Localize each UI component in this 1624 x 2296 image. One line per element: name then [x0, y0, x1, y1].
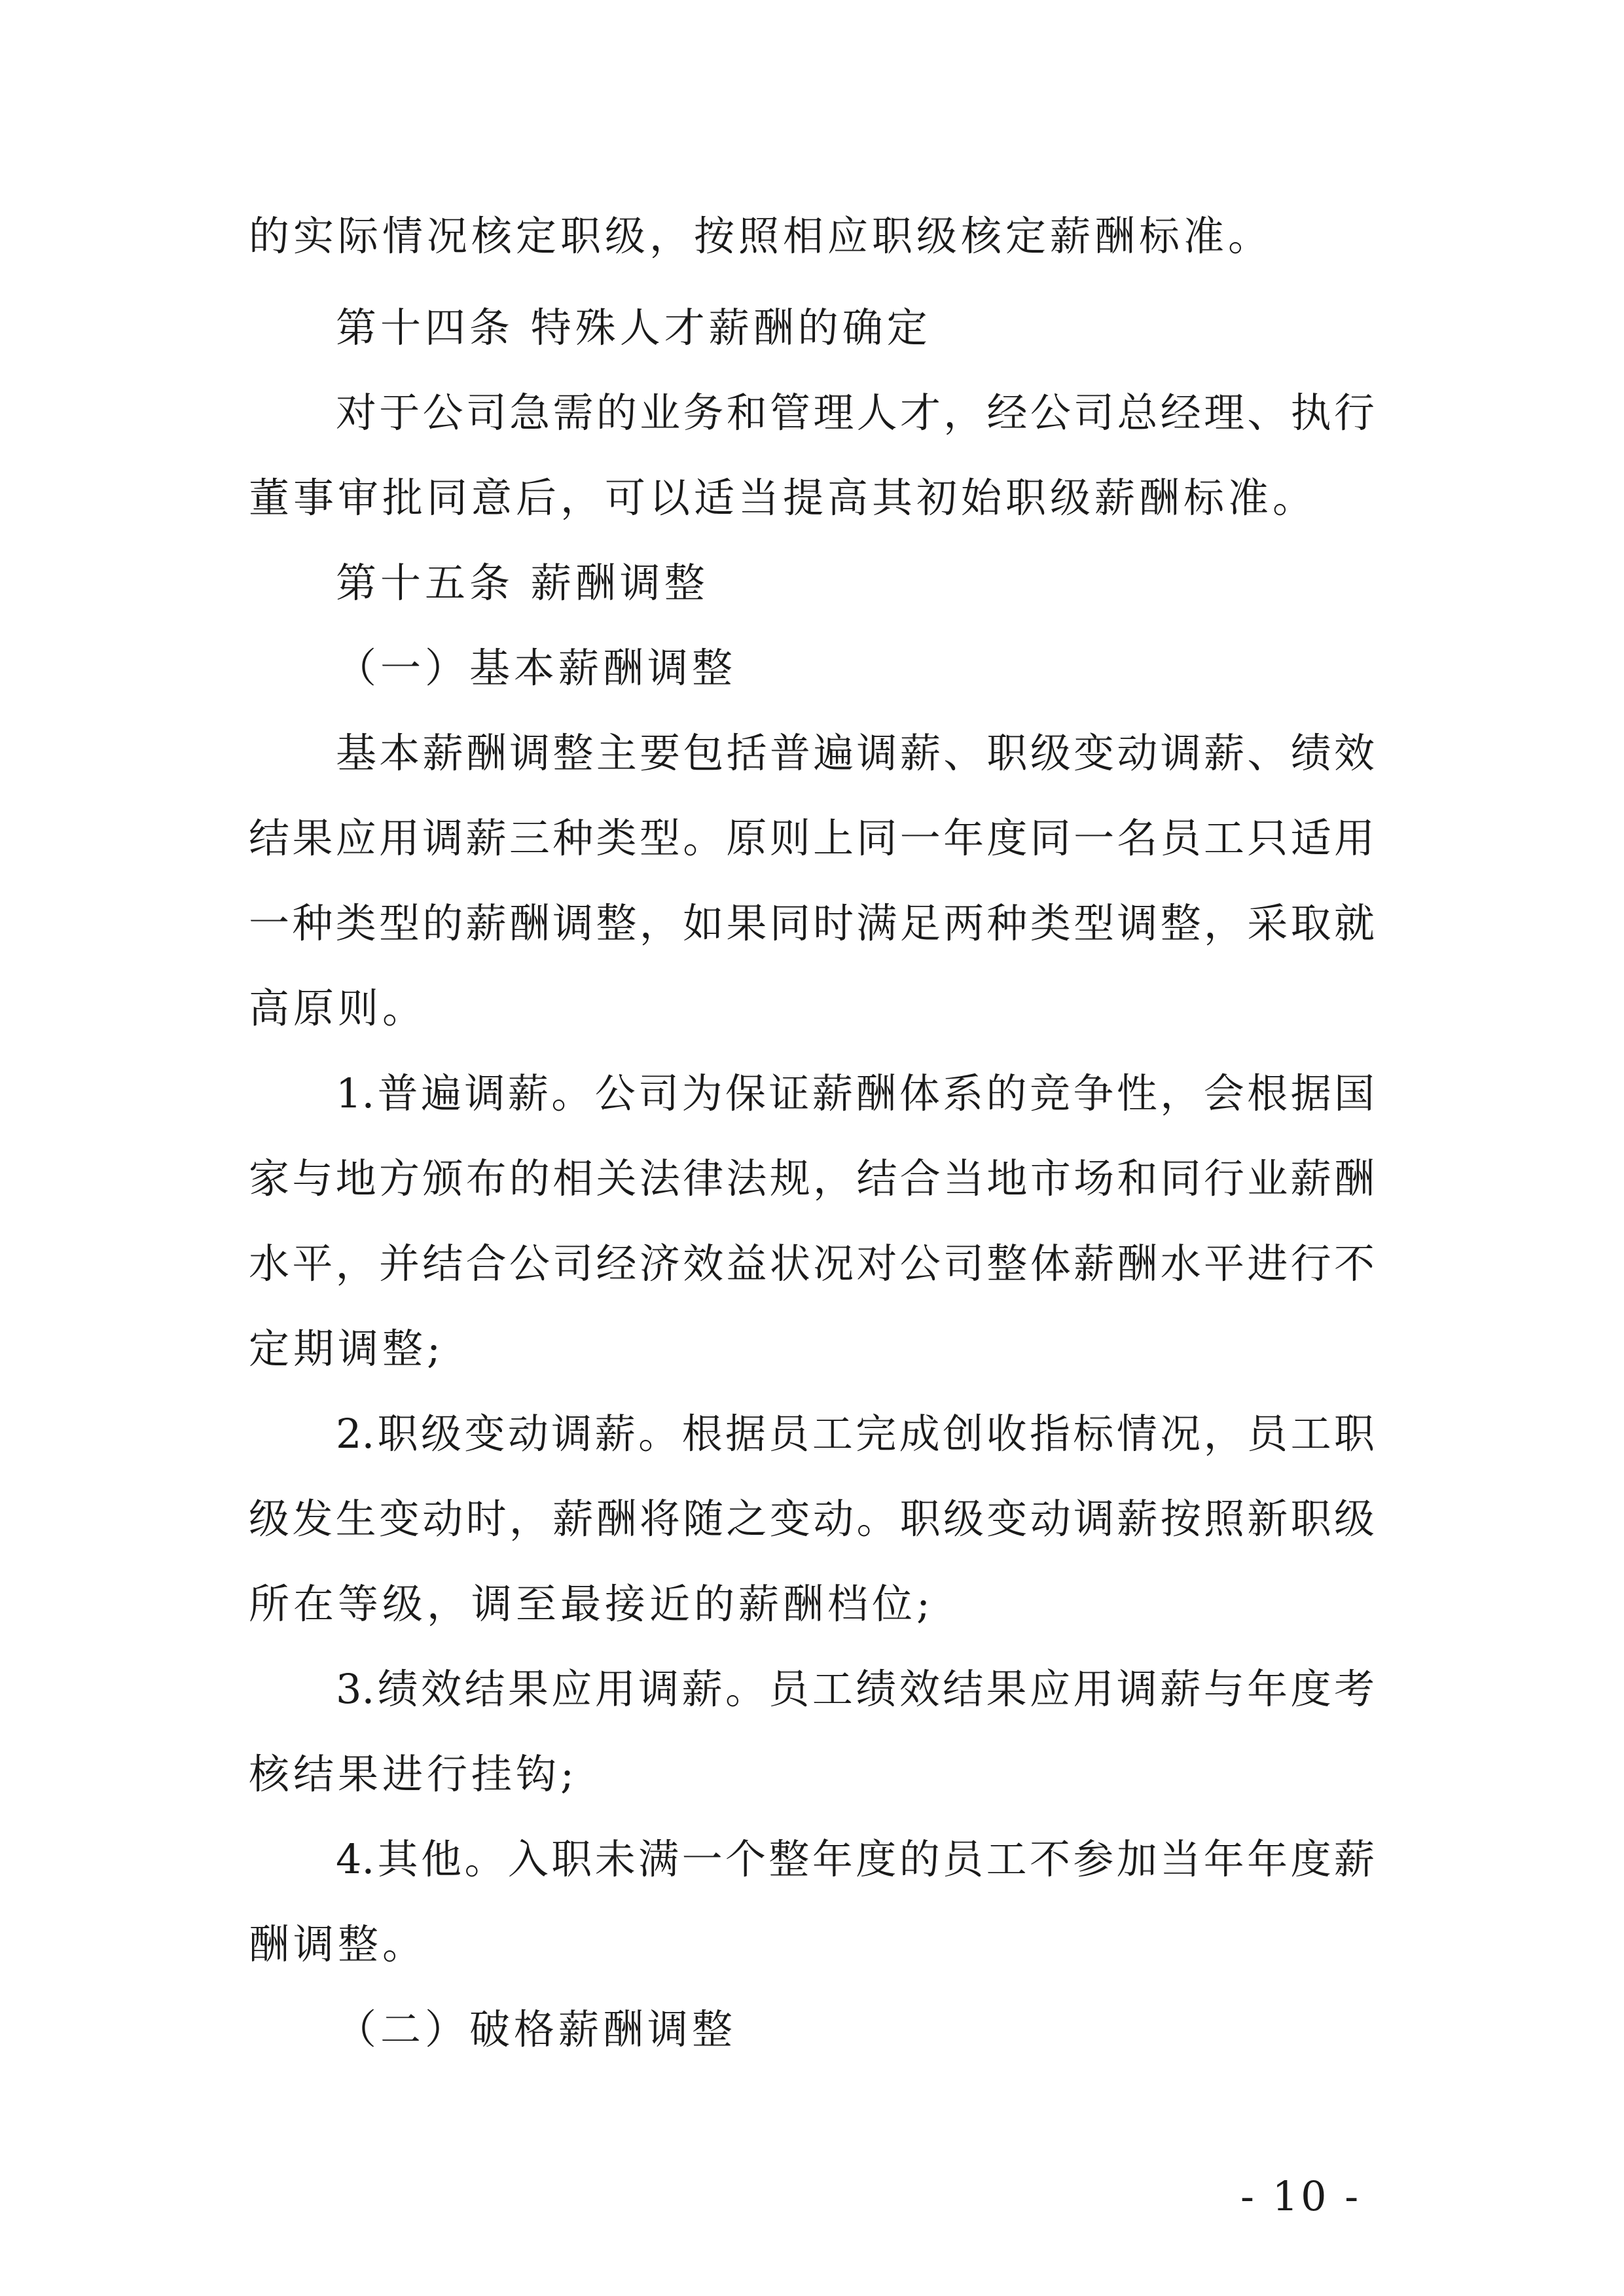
body-line: 的实际情况核定职级，按照相应职级核定薪酬标准。 [249, 212, 1273, 260]
body-line: 1.普遍调薪。公司为保证薪酬体系的竞争性，会根据国 [336, 1069, 1375, 1117]
body-line: 4.其他。入职未满一个整年度的员工不参加当年年度薪 [336, 1835, 1375, 1883]
body-line: 水平，并结合公司经济效益状况对公司整体薪酬水平进行不 [249, 1240, 1375, 1287]
body-line: 一种类型的薪酬调整，如果同时满足两种类型调整，采取就 [249, 899, 1375, 947]
body-line: 3.绩效结果应用调薪。员工绩效结果应用调薪与年度考 [336, 1665, 1375, 1713]
body-line: 级发生变动时，薪酬将随之变动。职级变动调薪按照新职级 [249, 1495, 1375, 1543]
section-heading: （一）基本薪酬调整 [336, 644, 737, 692]
body-line: 核结果进行挂钩; [249, 1750, 578, 1798]
body-line: 2.职级变动调薪。根据员工完成创收指标情况，员工职 [336, 1410, 1375, 1458]
article-heading: 第十五条 薪酬调整 [336, 559, 709, 607]
article-heading: 第十四条 特殊人才薪酬的确定 [336, 304, 931, 351]
body-line: 对于公司急需的业务和管理人才，经公司总经理、执行 [336, 389, 1375, 437]
body-line: 所在等级，调至最接近的薪酬档位; [249, 1580, 934, 1628]
body-line: 家与地方颁布的相关法律法规，结合当地市场和同行业薪酬 [249, 1155, 1375, 1202]
body-line: 结果应用调薪三种类型。原则上同一年度同一名员工只适用 [249, 814, 1375, 862]
section-heading: （二）破格薪酬调整 [336, 2005, 737, 2053]
body-line: 基本薪酬调整主要包括普遍调薪、职级变动调薪、绩效 [336, 729, 1375, 777]
body-line: 定期调整; [249, 1325, 444, 1372]
body-line: 董事审批同意后，可以适当提高其初始职级薪酬标准。 [249, 474, 1318, 522]
body-line: 高原则。 [249, 984, 427, 1032]
page-number: - 10 - [1240, 2172, 1362, 2220]
body-line: 酬调整。 [249, 1920, 427, 1968]
